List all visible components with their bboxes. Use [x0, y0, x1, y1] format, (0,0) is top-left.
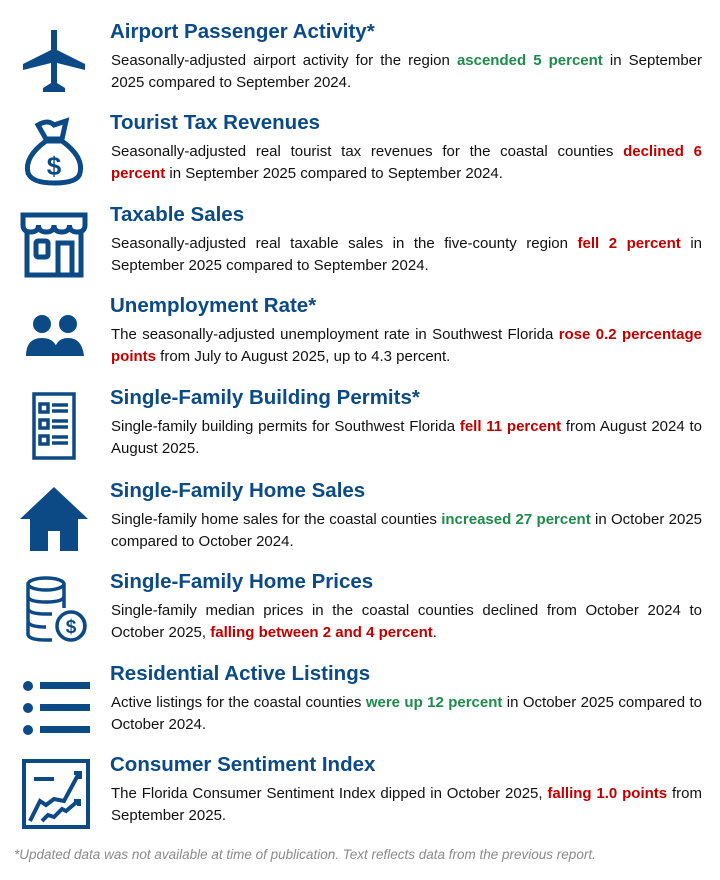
section-title: Residential Active Listings [110, 662, 371, 685]
text: from July to August 2025, up to 4.3 percent. [156, 348, 451, 365]
text: Single-family building permits for Southwest Florida [111, 418, 460, 435]
section-tourist-tax [0, 111, 720, 201]
highlight-up: increased 27 percent [441, 511, 591, 528]
text: Seasonally-adjusted airport activity for the region [111, 52, 457, 69]
list-icon [14, 666, 94, 738]
svg-text:$: $ [46, 151, 62, 181]
highlight-up: were up 12 percent [365, 694, 503, 711]
text: The seasonally-adjusted unemployment rate in Southwest Florida [111, 326, 559, 343]
text: Single-family home sales for the coastal counties [111, 511, 442, 528]
section-title: Tourist Tax Revenues [110, 111, 320, 134]
people-icon [14, 298, 94, 370]
section-text [111, 692, 702, 736]
section-text [111, 416, 702, 460]
text: Seasonally-adjusted real tourist tax revenues for the coastal counties [111, 143, 624, 160]
airplane-icon [14, 24, 94, 96]
house-icon [14, 483, 94, 555]
text: in October 2025 compared to October 2024. [111, 511, 703, 550]
section-consumer-sentiment [0, 753, 720, 843]
highlight-down: fell 11 percent [459, 418, 562, 435]
highlight-down: falling between 2 and 4 percent [210, 624, 433, 641]
section-title: Single-Family Home Sales [110, 479, 366, 502]
section-unemployment [0, 294, 720, 384]
section-taxable-sales [0, 203, 720, 293]
highlight-down: rose 0.2 percentage points [111, 326, 702, 365]
storefront-icon [14, 207, 94, 279]
coins-icon [14, 574, 94, 646]
section-active-listings [0, 662, 720, 752]
section-building-permits [0, 386, 720, 476]
section-text [111, 50, 702, 94]
section-text [111, 141, 702, 185]
highlight-down: declined 6 percent [111, 143, 702, 182]
section-title: Single-Family Home Prices [110, 570, 374, 593]
text: in September 2025 compared to September 2024. [165, 165, 503, 182]
section-text [111, 600, 702, 644]
section-airport [0, 20, 720, 110]
text: from August 2024 to August 2025. [111, 418, 702, 457]
highlight-down: fell 2 percent [577, 235, 681, 252]
footnote: *Updated data was not available at time of publication. Text reflects data from the previous report. [14, 847, 596, 862]
text: Active listings for the coastal counties [111, 694, 366, 711]
section-text [111, 509, 702, 553]
text: The Florida Consumer Sentiment Index dipped in October 2025, [111, 785, 548, 802]
svg-text:$: $ [65, 617, 77, 638]
section-title: Airport Passenger Activity* [110, 20, 375, 43]
checklist-icon [14, 390, 94, 462]
text: in October 2025 compared to October 2024. [111, 694, 702, 733]
text: in September 2025 compared to September 2024. [111, 52, 703, 91]
section-home-sales [0, 479, 720, 569]
text: from September 2025. [111, 785, 702, 824]
money-bag-icon [14, 115, 94, 187]
section-title: Single-Family Building Permits* [110, 386, 420, 409]
text: in September 2025 compared to September 2024. [111, 235, 702, 274]
trend-chart-icon [14, 757, 94, 829]
text: Seasonally-adjusted real taxable sales in the five-county region [111, 235, 578, 252]
section-home-prices [0, 570, 720, 660]
text: . [432, 624, 437, 641]
highlight-up: ascended 5 percent [456, 52, 603, 69]
section-title: Unemployment Rate* [110, 294, 317, 317]
section-text [111, 324, 702, 368]
text: Single-family median prices in the coastal counties declined from October 2024 to October 2025, [111, 602, 702, 641]
highlight-down: falling 1.0 points [547, 785, 668, 802]
section-text [111, 783, 702, 827]
section-text [111, 233, 702, 277]
section-title: Consumer Sentiment Index [110, 753, 376, 776]
section-title: Taxable Sales [110, 203, 245, 226]
